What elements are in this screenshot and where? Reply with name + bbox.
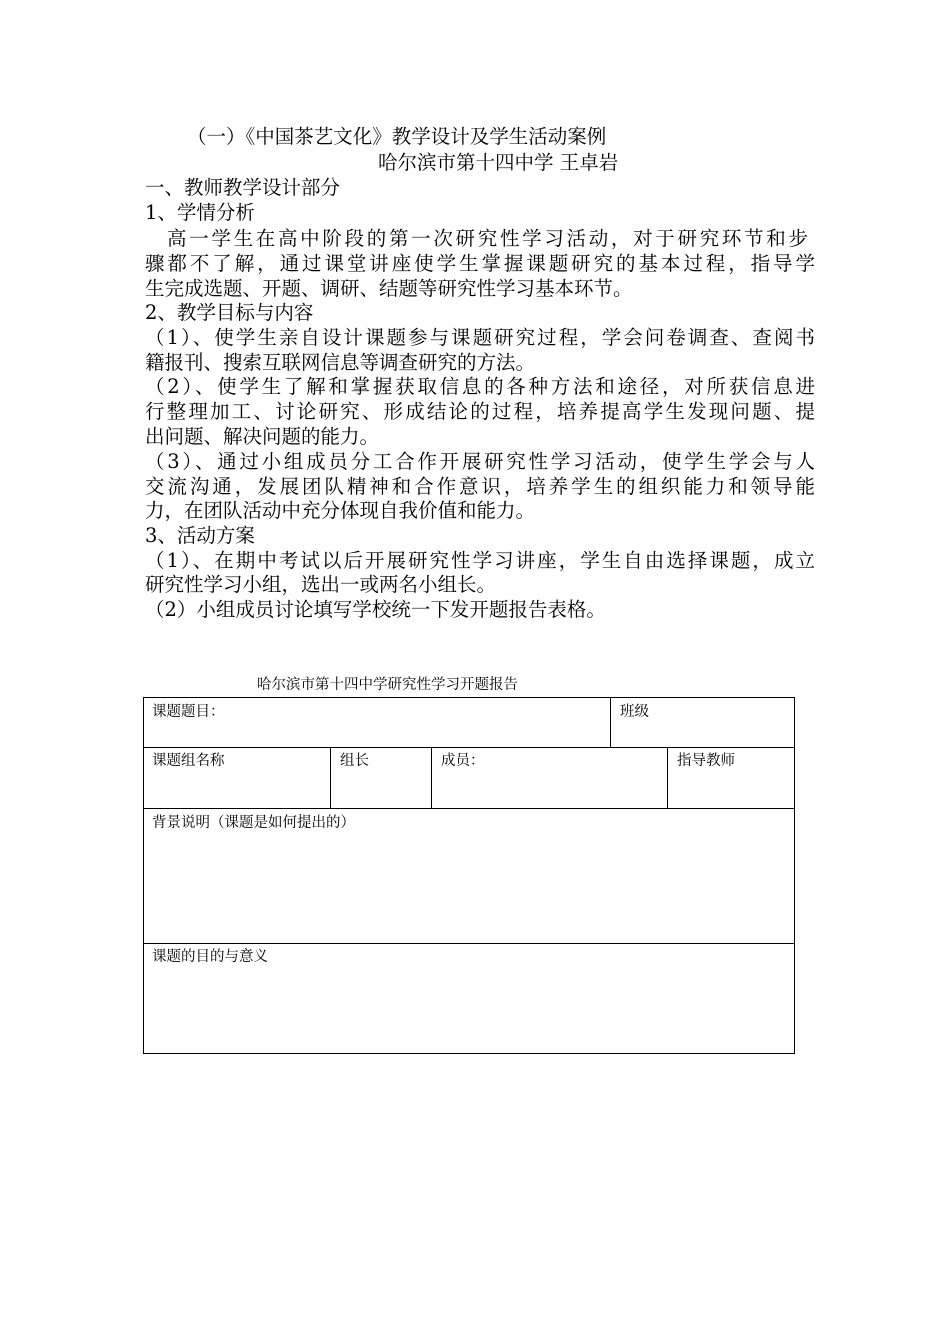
document-title: （一）《中国茶艺文化》教学设计及学生活动案例 (187, 125, 607, 148)
paragraph-line: 研究性学习小组，选出一或两名小组长。 (145, 573, 497, 596)
section-heading: 一、教师教学设计部分 (145, 176, 341, 199)
part3-heading: 3、活动方案 (145, 524, 255, 547)
topic-field-label: 课题题目： (152, 704, 225, 720)
paragraph-line: （2）、使学生了解和掌握获取信息的各种方法和途径，对所获信息进 (145, 375, 815, 398)
paragraph-line: （2）小组成员讨论填写学校统一下发开题报告表格。 (145, 598, 606, 621)
members-field-label: 成员： (441, 753, 485, 769)
advisor-field-label: 指导教师 (677, 753, 735, 769)
background-field-label: 背景说明（课题是如何提出的） (152, 815, 355, 831)
paragraph-line: 骤都不了解，通过课堂讲座使学生掌握课题研究的基本过程，指导学 (145, 252, 815, 275)
paragraph-line: 生完成选题、开题、调研、结题等研究性学习基本环节。 (145, 277, 633, 300)
purpose-field-label: 课题的目的与意义 (152, 949, 268, 965)
paragraph-line: 出问题、解决问题的能力。 (145, 425, 380, 448)
paragraph-line: 高一学生在高中阶段的第一次研究性学习活动，对于研究环节和步 (167, 227, 808, 250)
group-name-field-label: 课题组名称 (152, 753, 225, 769)
paragraph-line: 行整理加工、讨论研究、形成结论的过程，培养提高学生发现问题、提 (145, 400, 815, 423)
paragraph-line: 力，在团队活动中充分体现自我价值和能力。 (145, 499, 536, 522)
part1-heading: 1、学情分析 (145, 201, 255, 224)
class-field-label: 班级 (620, 704, 649, 720)
leader-field-label: 组长 (340, 753, 369, 769)
paragraph-line: 籍报刊、搜索互联网信息等调查研究的方法。 (145, 351, 536, 374)
paragraph-line: （3）、通过小组成员分工合作开展研究性学习活动，使学生学会与人 (145, 450, 815, 473)
report-form-caption: 哈尔滨市第十四中学研究性学习开题报告 (257, 677, 518, 693)
paragraph-line: 交流沟通，发展团队精神和合作意识，培养学生的组织能力和领导能 (145, 475, 815, 498)
paragraph-line: （1）、在期中考试以后开展研究性学习讲座，学生自由选择课题，成立 (145, 549, 815, 572)
table-border (144, 698, 795, 1054)
part2-heading: 2、教学目标与内容 (145, 301, 314, 324)
paragraph-line: （1）、使学生亲自设计课题参与课题研究过程，学会问卷调查、查阅书 (145, 326, 815, 349)
document-author: 哈尔滨市第十四中学 王卓岩 (378, 151, 619, 174)
